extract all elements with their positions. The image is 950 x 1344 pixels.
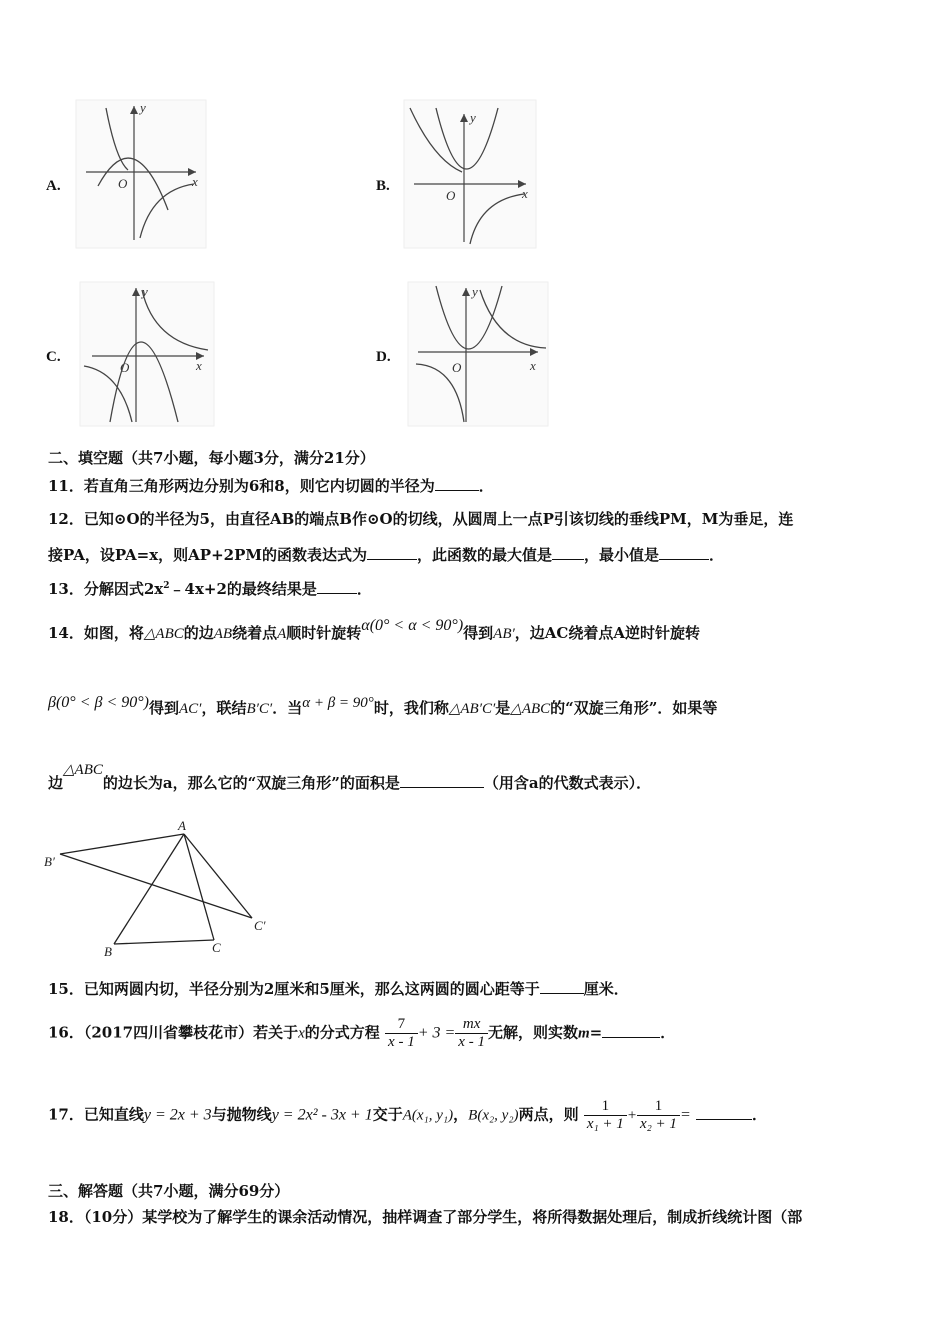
q14-triangle: △ABC <box>143 626 184 642</box>
q17-point-b: B(x₂, y₂) <box>468 1107 519 1124</box>
q17-sep: ， <box>453 1105 469 1124</box>
fig-label-cp: C′ <box>254 918 266 933</box>
q16-mid: + 3 = <box>417 1024 456 1042</box>
q11-answer-blank[interactable] <box>435 476 479 491</box>
q14-bc: B′C′ <box>246 701 273 717</box>
option-c-o: O <box>120 360 130 375</box>
question-16 <box>48 1016 675 1051</box>
q12-text-c: ，最小值是 <box>584 546 660 564</box>
q13-end: ． <box>356 580 372 598</box>
q14-alpha-range: α(0° < α < 90°) <box>361 617 464 634</box>
q17-end: ． <box>751 1105 767 1124</box>
section2-heading: 二、填空题（共7小题，每小题3分，满分21分） <box>48 449 375 467</box>
option-b-y: y <box>470 110 476 125</box>
q17-text-a: 17．已知直线 <box>48 1105 144 1124</box>
question-14-line2 <box>48 694 718 718</box>
section3-heading: 三、解答题（共7小题，满分69分） <box>48 1182 290 1200</box>
fig-label-c: C <box>212 940 221 955</box>
q17-eq: = <box>679 1106 691 1124</box>
q16-m: m <box>577 1025 590 1042</box>
q14-text-h: ，联结 <box>201 699 247 717</box>
q17-fraction-1 <box>584 1098 627 1133</box>
q16-x: x <box>298 1025 305 1042</box>
q12-blank-min[interactable] <box>659 545 709 560</box>
option-a-label: A. <box>46 178 61 194</box>
q17-answer-blank[interactable] <box>696 1105 752 1120</box>
q16-fraction-1 <box>385 1016 418 1051</box>
q15-end: 厘米． <box>583 980 629 998</box>
q16-f1-num: 7 <box>385 1016 418 1034</box>
option-d-x: x <box>530 358 536 373</box>
option-d-o: O <box>452 360 462 375</box>
option-c-y: y <box>142 284 148 299</box>
q12-text-b: ，此函数的最大值是 <box>416 546 552 564</box>
q17-parabola: y = 2x² - 3x + 1 <box>271 1106 373 1124</box>
option-b-graph <box>404 100 536 248</box>
q16-fraction-2 <box>455 1016 488 1051</box>
fig-label-b: B <box>104 944 112 959</box>
q12-text-a: 接PA，设PA=x，则AP+2PM的函数表达式为 <box>48 546 367 564</box>
q14-text-a: 14．如图，将 <box>48 624 144 642</box>
q17-f1-num: 1 <box>584 1098 627 1116</box>
q17-line-eq: y = 2x + 3 <box>143 1106 212 1124</box>
question-13 <box>48 578 372 599</box>
q17-f2-num: 1 <box>637 1098 680 1116</box>
q14-text-e: 得到 <box>463 624 494 642</box>
fig-label-bp: B′ <box>44 854 55 869</box>
q17-f2-den: x₂ + 1 <box>639 1116 677 1132</box>
q14-triangle4: △ABC <box>63 762 103 778</box>
q14-acp: AC′ <box>179 701 202 717</box>
q14-figure <box>40 816 280 958</box>
option-b-x: x <box>522 186 528 201</box>
q17-fraction-2 <box>637 1098 680 1133</box>
q14-text-c: 绕着点 <box>232 624 278 642</box>
fig-label-a: A <box>178 818 186 833</box>
q16-f2-num: mx <box>455 1016 488 1034</box>
q17-text-c: 交于 <box>372 1105 403 1124</box>
q17-point-a: A(x₁, y₁) <box>402 1107 454 1124</box>
q14-text-m: 边 <box>48 774 64 792</box>
q16-eq: = <box>589 1023 603 1042</box>
question-15 <box>48 978 629 999</box>
option-b-label: B. <box>376 178 390 194</box>
question-12-line1: 12．已知⊙O的半径为5，由直径AB的端点B作⊙O的切线，从圆周上一点P引该切线的垂线PM，M为垂足，连 <box>48 510 794 528</box>
q17-plus: + <box>626 1107 637 1124</box>
option-c-x: x <box>196 358 202 373</box>
q14-triangle3: △ABC <box>510 701 551 717</box>
option-a-x: x <box>192 174 198 189</box>
option-a-graph <box>76 100 206 248</box>
q14-text-d: 顺时针旋转 <box>286 624 362 642</box>
option-d-label: D. <box>376 349 391 365</box>
q14-text-j: 时，我们称 <box>373 699 449 717</box>
q15-text: 15．已知两圆内切，半径分别为2厘米和5厘米，那么这两圆的圆心距等于 <box>48 980 540 998</box>
question-18: 18．（10分）某学校为了解学生的课余活动情况，抽样调查了部分学生，将所得数据处理后，制成折线统计图（部 <box>48 1208 803 1226</box>
option-a-y: y <box>140 100 146 115</box>
q11-end: ． <box>478 477 494 495</box>
q14-text-i: ．当 <box>272 699 303 717</box>
option-d-y: y <box>472 284 478 299</box>
q16-text-b: 的分式方程 <box>304 1023 380 1042</box>
q13-text-a: 13．分解因式2x <box>48 580 164 598</box>
q14-text-k: 是 <box>495 699 511 717</box>
q13-text-b: ﹣4x+2的最终结果是 <box>169 580 317 598</box>
option-c-graph <box>80 282 214 426</box>
q15-answer-blank[interactable] <box>540 979 584 994</box>
q14-condition: α + β = 90° <box>302 695 374 711</box>
q17-text-b: 与抛物线 <box>211 1105 272 1124</box>
q12-text-d: ． <box>709 546 725 564</box>
q14-a: A <box>277 626 287 642</box>
q12-blank-max[interactable] <box>552 545 584 560</box>
q14-text-l: 的“双旋三角形”．如果等 <box>550 699 718 717</box>
q16-end: ． <box>660 1023 676 1042</box>
question-17 <box>48 1098 767 1133</box>
q14-beta-range: β(0° < β < 90°) <box>48 694 149 711</box>
option-c-label: C. <box>46 349 61 365</box>
q16-f1-den: x - 1 <box>388 1034 415 1050</box>
q17-text-d: 两点，则 <box>518 1105 579 1124</box>
option-b-o: O <box>446 188 456 203</box>
q16-text-a: 16．（2017四川省攀枝花市）若关于 <box>48 1023 299 1042</box>
q13-exponent: 2 <box>163 581 170 591</box>
question-14-line1 <box>48 617 700 643</box>
q14-text-b: 的边 <box>183 624 214 642</box>
q11-text: 11．若直角三角形两边分别为6和8，则它内切圆的半径为 <box>48 477 435 495</box>
q14-abp: AB′ <box>493 626 515 642</box>
question-12-line2 <box>48 544 724 565</box>
question-14-line3 <box>48 762 652 793</box>
q14-text-n: 的边长为a，那么它的“双旋三角形”的面积是 <box>102 774 400 792</box>
question-11 <box>48 475 494 496</box>
q16-answer-blank[interactable] <box>602 1023 660 1038</box>
q14-ab: AB <box>213 626 233 642</box>
q12-blank-expression[interactable] <box>367 545 417 560</box>
q14-text-g: 得到 <box>148 699 179 717</box>
option-d-graph <box>408 282 548 426</box>
q16-text-c: 无解，则实数 <box>487 1023 578 1042</box>
q14-text-f: ，边AC绕着点A逆时针旋转 <box>514 624 700 642</box>
q14-triangle2: △AB′C′ <box>448 701 496 717</box>
q17-f1-den: x₁ + 1 <box>586 1116 624 1132</box>
option-a-o: O <box>118 176 128 191</box>
q13-answer-blank[interactable] <box>317 579 357 594</box>
q14-text-o: （用含a的代数式表示）． <box>483 774 652 792</box>
q16-f2-den: x - 1 <box>458 1034 485 1050</box>
q14-answer-blank[interactable] <box>400 773 484 788</box>
